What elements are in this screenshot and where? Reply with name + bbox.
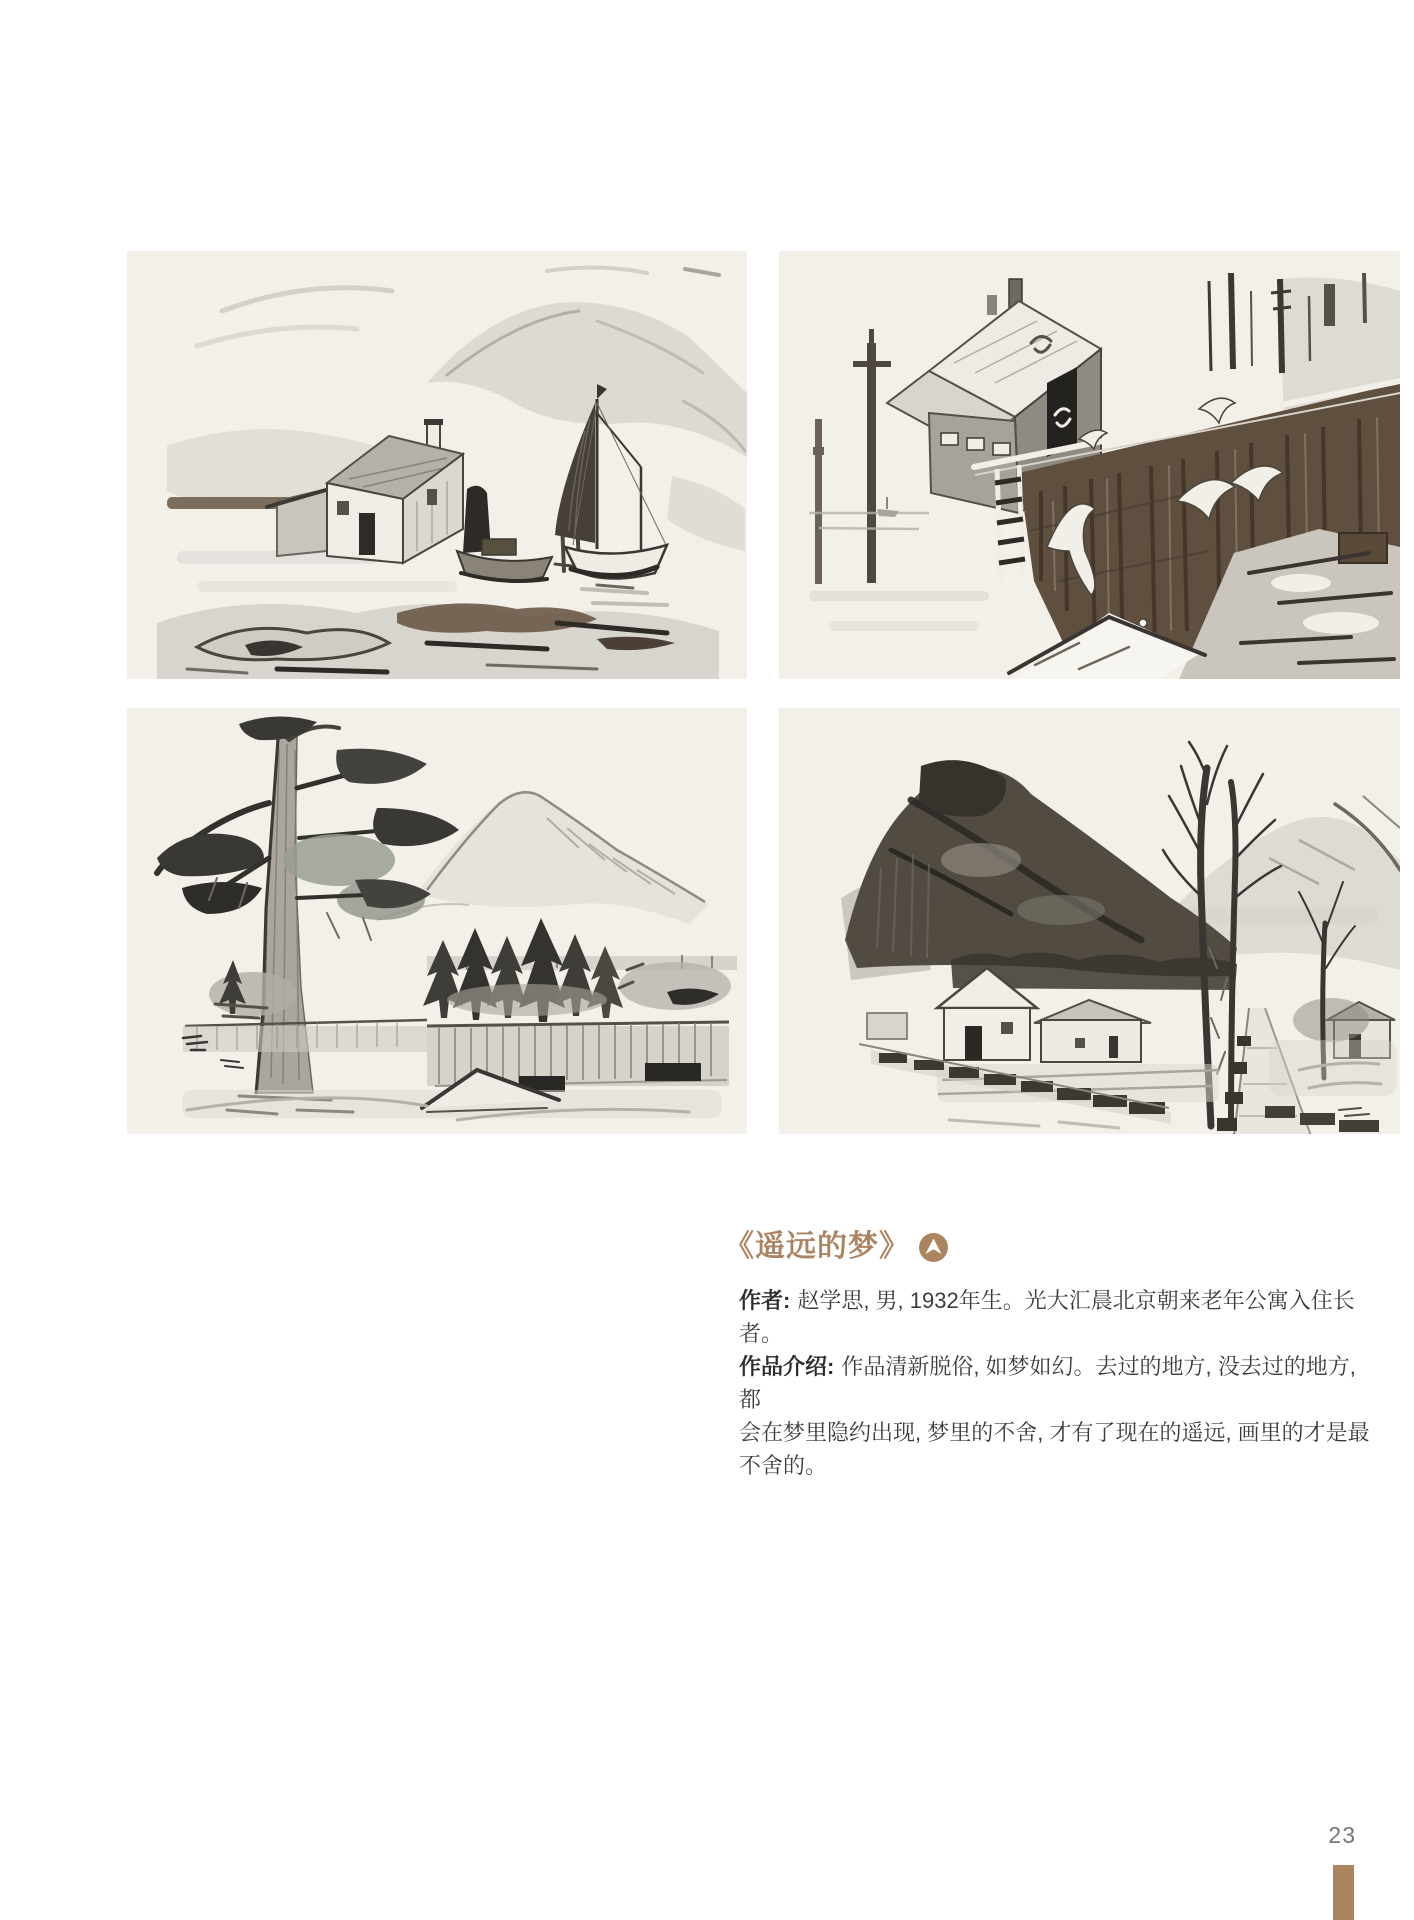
intro-line-1 [739,1350,1379,1416]
artwork-description [739,1284,1379,1482]
author-line [739,1284,1379,1350]
page-number: 23 [1328,1822,1356,1848]
intro-line-3: 不舍的。 [739,1453,828,1478]
painting-mountain-village [779,708,1400,1134]
intro-line-2: 会在梦里隐约出现, 梦里的不舍, 才有了现在的遥远, 画里的才是最 [739,1420,1370,1445]
painting-wharf-seagulls [779,251,1400,679]
author-text: 赵学思, 男, 1932年生。光大汇晨北京朝来老年公寓入住长者。 [739,1288,1355,1346]
intro-label: 作品介绍: [739,1354,835,1379]
corner-brown-tab [1333,1865,1354,1920]
circle-up-arrow-icon [919,1233,948,1262]
author-label: 作者: [739,1288,791,1313]
intro-text-1: 作品清新脱俗, 如梦如幻。去过的地方, 没去过的地方, 都 [739,1354,1356,1412]
painting-harbor-sailboat [127,251,747,679]
artwork-title: 《遥远的梦》 [724,1230,910,1263]
artwork-title-row [724,1230,948,1264]
painting-pine-landscape [127,708,747,1134]
